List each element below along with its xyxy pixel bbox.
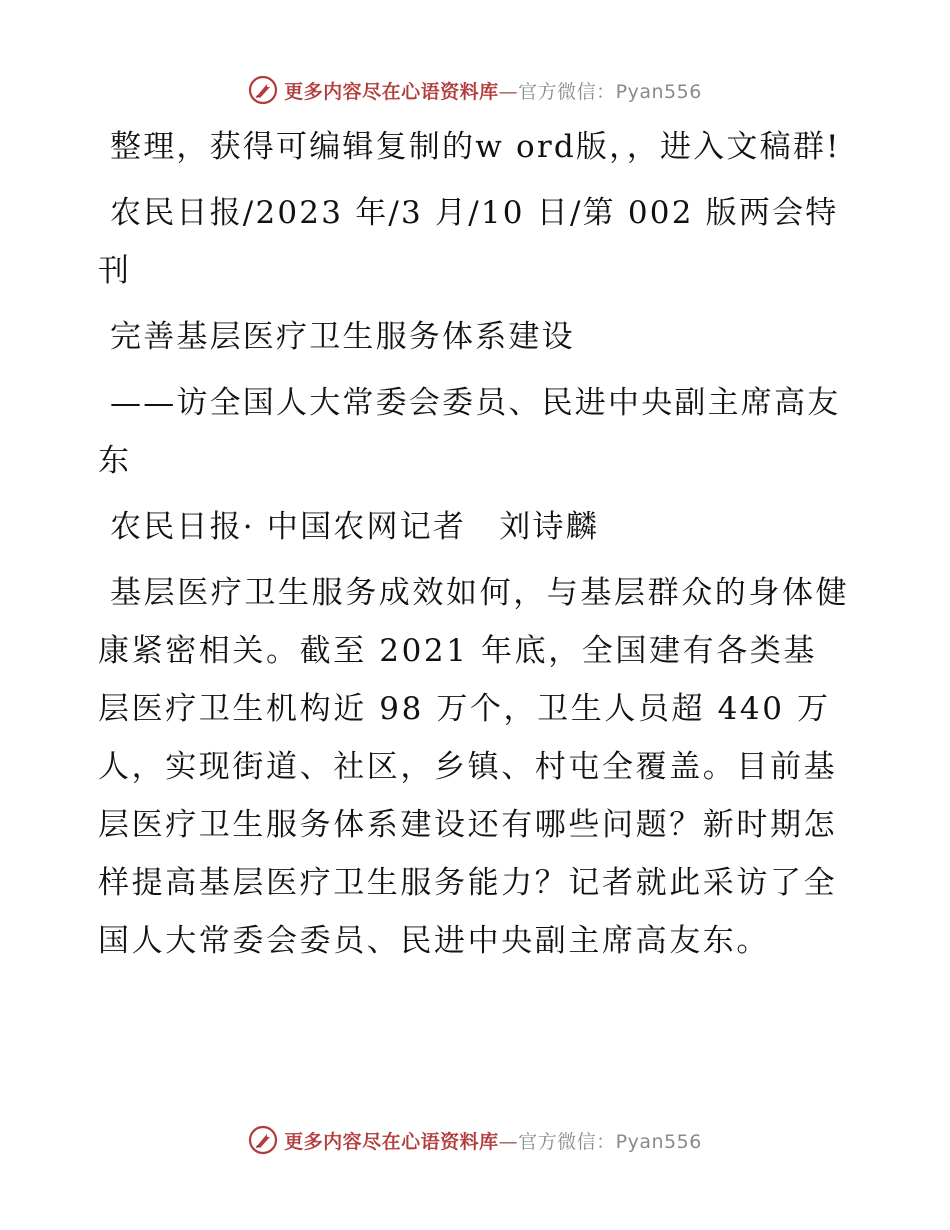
watermark-separator: — — [498, 1130, 519, 1153]
watermark-contact: 官方微信：Pyan556 — [518, 80, 702, 103]
article-title: 完善基层医疗卫生服务体系建设 — [110, 319, 575, 355]
watermark-brand: 更多内容尽在心语资料库 — [284, 1130, 499, 1153]
document-body — [98, 118, 850, 970]
watermark-text — [284, 77, 702, 104]
watermark-contact: 官方微信：Pyan556 — [518, 1130, 702, 1153]
watermark-separator: — — [498, 80, 519, 103]
pen-nib-seal-icon — [248, 75, 278, 105]
footer-watermark — [0, 1120, 950, 1160]
promo-line: 整理，获得可编辑复制的w ord版，，进入文稿群! — [110, 129, 841, 165]
watermark-text — [284, 1127, 702, 1154]
body-paragraph: 基层医疗卫生服务成效如何，与基层群众的身体健康紧密相关。截至 2021 年底，全国建有各类基层医疗卫生机构近 98 万个，卫生人员超 440 万人，实现街道、社区，乡镇、村屯全覆盖。目前基层医疗卫生服务体系建设还有哪些问题？新时期怎样提高基层医疗卫生服务能力？记者就此采访了全国人大常委会委员、民进中央副主席高友东。 — [98, 575, 850, 959]
byline: 农民日报· 中国农网记者 刘诗麟 — [110, 509, 599, 545]
source-line: 农民日报/2023 年/3 月/10 日/第 002 版两会特刊 — [98, 195, 839, 289]
watermark-brand: 更多内容尽在心语资料库 — [284, 80, 499, 103]
header-watermark — [0, 70, 950, 110]
pen-nib-seal-icon — [248, 1125, 278, 1155]
article-subtitle: ——访全国人大常委会委员、民进中央副主席高友东 — [98, 385, 841, 479]
